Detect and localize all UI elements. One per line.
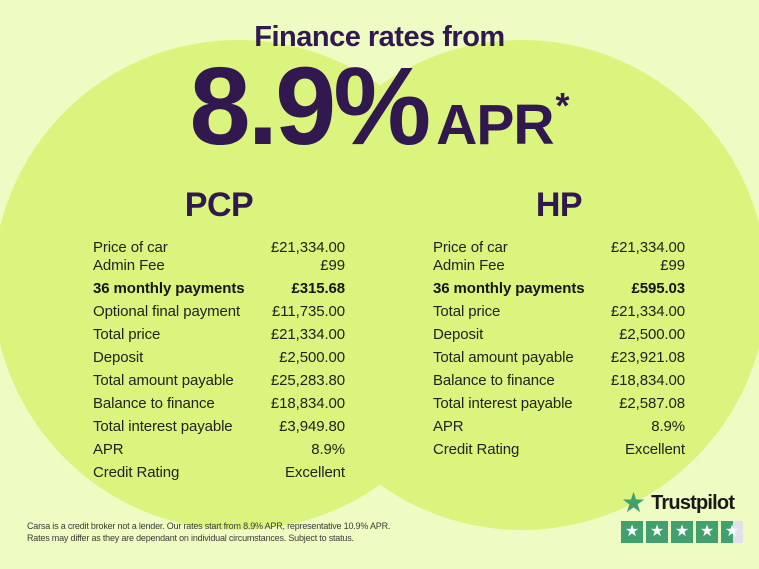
row-value: £23,921.08 — [610, 349, 685, 366]
row-label: Total interest payable — [93, 418, 233, 435]
table-row — [433, 257, 685, 275]
table-row — [93, 441, 345, 459]
trustpilot-logo — [621, 489, 743, 517]
table-row — [93, 326, 345, 344]
table-row — [433, 395, 685, 413]
row-label: 36 monthly payments — [433, 280, 585, 297]
pcp-finance-table — [93, 239, 345, 482]
hero-title: Finance rates from — [254, 21, 505, 53]
table-row-monthly-payment — [93, 280, 345, 298]
hero-rate — [0, 45, 759, 168]
rating-star-box — [696, 521, 718, 543]
row-value: Excellent — [285, 464, 345, 481]
row-value: £99 — [320, 257, 345, 274]
trustpilot-star-rating — [621, 521, 743, 543]
rate-asterisk: * — [555, 85, 570, 126]
row-value: £11,735.00 — [272, 303, 345, 320]
row-value: 8.9% — [651, 418, 685, 435]
row-value: £21,334.00 — [270, 239, 345, 256]
rating-star-box — [646, 521, 668, 543]
row-value: Excellent — [625, 441, 685, 458]
row-label: APR — [433, 418, 464, 435]
row-label: Balance to finance — [433, 372, 555, 389]
row-value: £2,587.08 — [619, 395, 685, 412]
row-label: Total amount payable — [93, 372, 234, 389]
row-label: Total interest payable — [433, 395, 573, 412]
star-icon: ★ — [724, 523, 740, 540]
table-row — [433, 303, 685, 321]
row-label: Optional final payment — [93, 303, 241, 320]
table-row — [433, 239, 685, 257]
hp-finance-table — [433, 239, 685, 459]
table-row — [93, 372, 345, 390]
row-label: Price of car — [93, 239, 168, 256]
table-row — [93, 239, 345, 257]
legal-disclaimer — [27, 520, 390, 544]
row-label: Total price — [433, 303, 501, 320]
trustpilot-star-icon: ★ — [621, 487, 647, 518]
disclaimer-line-1: Carsa is a credit broker not a lender. Our rates start from 8.9% APR, representative 10.9% APR. — [27, 521, 391, 531]
trustpilot-wordmark: Trustpilot — [651, 491, 735, 514]
table-row — [93, 349, 345, 367]
rating-star-box-half — [721, 521, 743, 543]
table-row — [433, 349, 685, 367]
rate-apr-label: APR — [436, 93, 554, 157]
table-row — [93, 395, 345, 413]
table-row — [93, 303, 345, 321]
star-icon: ★ — [674, 523, 690, 540]
table-row — [93, 464, 345, 482]
row-value: £99 — [660, 257, 685, 274]
row-label: Balance to finance — [93, 395, 215, 412]
row-label: Admin Fee — [93, 257, 165, 274]
row-value: £3,949.80 — [279, 418, 345, 435]
row-label: 36 monthly payments — [93, 280, 245, 297]
star-icon: ★ — [699, 523, 715, 540]
row-value: £21,334.00 — [270, 326, 345, 343]
row-value: 8.9% — [311, 441, 345, 458]
row-value: £2,500.00 — [279, 349, 345, 366]
row-value: £21,334.00 — [610, 239, 685, 256]
row-value: £21,334.00 — [610, 303, 685, 320]
row-value: £315.68 — [291, 280, 345, 297]
row-label: Deposit — [93, 349, 144, 366]
table-row — [93, 257, 345, 275]
row-value: £2,500.00 — [619, 326, 685, 343]
row-label: Credit Rating — [433, 441, 520, 458]
hp-column-title: HP — [535, 186, 583, 224]
disclaimer-line-2: Rates may differ as they are dependant on individual circumstances. Subject to status. — [27, 533, 354, 543]
table-row — [433, 326, 685, 344]
trustpilot-widget — [621, 489, 743, 543]
row-label: Deposit — [433, 326, 484, 343]
rate-number: 8.9% — [189, 45, 429, 168]
rating-star-box — [671, 521, 693, 543]
row-label: Total price — [93, 326, 161, 343]
rating-star-box — [621, 521, 643, 543]
table-row — [433, 418, 685, 436]
row-label: Price of car — [433, 239, 508, 256]
table-row — [433, 372, 685, 390]
row-label: Admin Fee — [433, 257, 505, 274]
table-row — [433, 441, 685, 459]
star-icon: ★ — [624, 523, 640, 540]
row-label: Credit Rating — [93, 464, 180, 481]
row-label: APR — [93, 441, 124, 458]
row-value: £18,834.00 — [610, 372, 685, 389]
row-label: Total amount payable — [433, 349, 574, 366]
table-row-monthly-payment — [433, 280, 685, 298]
star-icon: ★ — [649, 523, 665, 540]
pcp-column-title: PCP — [184, 186, 254, 224]
table-row — [93, 418, 345, 436]
row-value: £595.03 — [631, 280, 685, 297]
row-value: £25,283.80 — [270, 372, 345, 389]
row-value: £18,834.00 — [270, 395, 345, 412]
